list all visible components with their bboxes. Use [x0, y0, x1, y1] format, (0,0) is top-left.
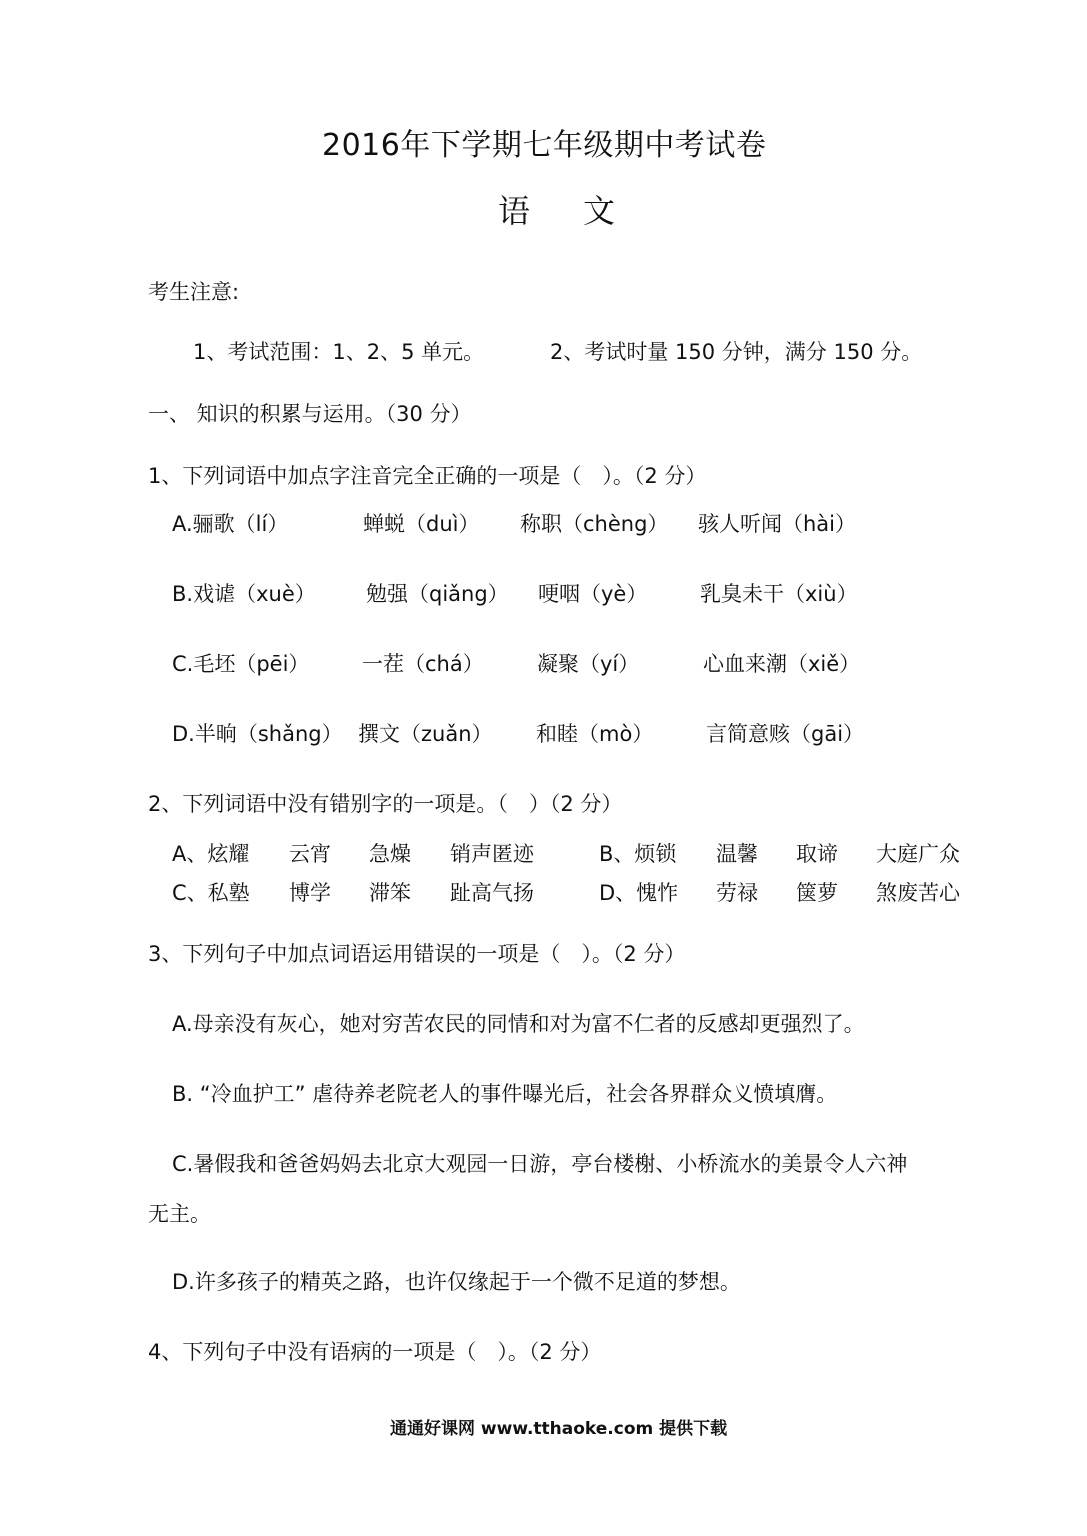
q1-a-2: 蝉蜕（duì）: [363, 512, 480, 536]
notice-item-1: 1、考试范围：1、2、5 单元。: [193, 340, 485, 364]
q1-a-4: 骇人听闻（hài）: [698, 512, 857, 536]
q1-c-3: 凝聚（yí）: [537, 652, 640, 676]
q1-d-3: 和睦（mò）: [536, 722, 654, 746]
exam-title: 2016年下学期七年级期中考试卷: [322, 128, 767, 163]
q3-stem: 3、下列句子中加点词语运用错误的一项是（ ）。（2 分）: [148, 942, 686, 966]
q2-c-2: 博学: [289, 881, 331, 905]
q2-b-3: 取谛: [796, 842, 838, 866]
q1-a-3: 称职（chèng）: [520, 512, 669, 536]
q2-a-3: 急燥: [369, 842, 411, 866]
q1-b-1: B.戏谑（xuè）: [172, 582, 316, 606]
q2-a-4: 销声匿迹: [450, 842, 534, 866]
q2-c-4: 趾高气扬: [450, 881, 534, 905]
q2-a-2: 云宵: [289, 842, 331, 866]
q2-a-1: A、炫耀: [172, 842, 250, 866]
footer-source: 通通好课网 www.tthaoke.com 提供下载: [390, 1419, 728, 1439]
q1-c-2: 一茬（chá）: [362, 652, 484, 676]
q1-b-4: 乳臭未干（xiù）: [700, 582, 858, 606]
q2-c-1: C、私塾: [172, 881, 250, 905]
subject-char-2: 文: [583, 192, 616, 230]
q1-c-1: C.毛坯（pēi）: [172, 652, 310, 676]
q2-d-2: 劳禄: [716, 881, 758, 905]
q2-b-4: 大庭广众: [876, 842, 960, 866]
q1-b-2: 勉强（qiǎng）: [366, 582, 509, 606]
notice-label: 考生注意:: [148, 280, 240, 304]
q2-c-3: 滞笨: [369, 881, 411, 905]
q1-c-4: 心血来潮（xiě）: [703, 652, 861, 676]
q3-option-d: D.许多孩子的精英之路，也许仅缘起于一个微不足道的梦想。: [172, 1270, 741, 1294]
section-1-title: 一、 知识的积累与运用。（30 分）: [148, 402, 472, 426]
q1-a-1: A.骊歌（lí）: [172, 512, 289, 536]
q1-d-2: 撰文（zuǎn）: [358, 722, 493, 746]
q1-d-4: 言简意赅（gāi）: [706, 722, 865, 746]
q3-option-a: A.母亲没有灰心，她对穷苦农民的同情和对为富不仁者的反感却更强烈了。: [172, 1012, 865, 1036]
q2-b-1: B、烦锁: [599, 842, 677, 866]
q2-d-3: 箧萝: [796, 881, 838, 905]
q3-option-c-continued: 无主。: [148, 1202, 211, 1226]
q1-stem: 1、下列词语中加点字注音完全正确的一项是（ ）。（2 分）: [148, 464, 707, 488]
q1-d-1: D.半晌（shǎng）: [172, 722, 343, 746]
q3-option-b: B. “冷血护工” 虐待养老院老人的事件曝光后，社会各界群众义愤填膺。: [172, 1082, 838, 1106]
q2-stem: 2、下列词语中没有错别字的一项是。（ ）（2 分）: [148, 792, 623, 816]
q3-option-c: C.暑假我和爸爸妈妈去北京大观园一日游，亭台楼榭、小桥流水的美景令人六神: [172, 1152, 908, 1176]
subject-char-1: 语: [498, 192, 531, 230]
q2-b-2: 温馨: [716, 842, 758, 866]
notice-item-2: 2、考试时量 150 分钟，满分 150 分。: [550, 340, 923, 364]
q4-stem: 4、下列句子中没有语病的一项是（ ）。（2 分）: [148, 1340, 602, 1364]
q2-d-1: D、愧怍: [599, 881, 679, 905]
q2-d-4: 煞废苦心: [876, 881, 960, 905]
q1-b-3: 哽咽（yè）: [538, 582, 648, 606]
